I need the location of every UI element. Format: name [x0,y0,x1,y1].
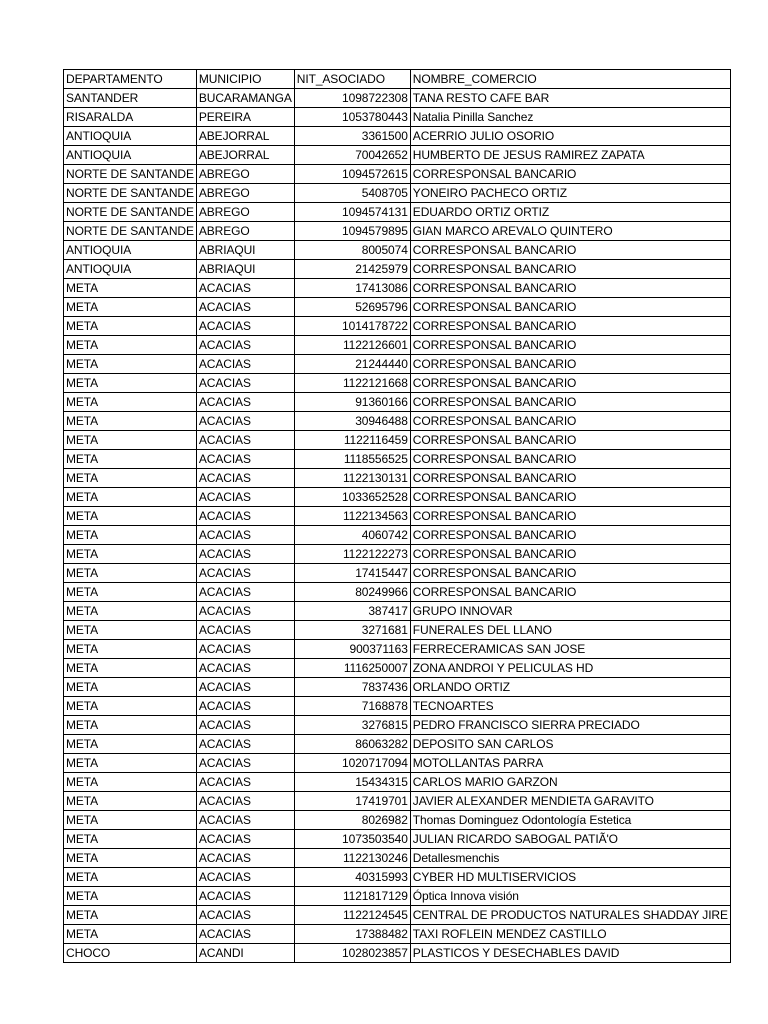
cell-departamento[interactable]: ANTIOQUIA [64,146,197,165]
cell-municipio[interactable]: ACACIAS [196,792,294,811]
cell-departamento[interactable]: NORTE DE SANTANDE [64,222,197,241]
cell-nombre-comercio[interactable]: YONEIRO PACHECO ORTIZ [410,184,730,203]
table-row [64,716,731,735]
cell-municipio[interactable]: ABREGO [196,222,294,241]
cell-departamento[interactable]: ANTIOQUIA [64,241,197,260]
table-row [64,431,731,450]
cell-departamento[interactable]: META [64,545,197,564]
cell-nombre-comercio[interactable]: CORRESPONSAL BANCARIO [410,241,730,260]
cell-municipio[interactable]: ACACIAS [196,735,294,754]
cell-municipio[interactable]: ACANDI [196,944,294,963]
cell-nit-asociado[interactable]: 900371163 [294,640,410,659]
cell-municipio[interactable]: ACACIAS [196,830,294,849]
cell-departamento[interactable]: META [64,906,197,925]
cell-departamento[interactable]: NORTE DE SANTANDE [64,203,197,222]
cell-departamento[interactable]: META [64,374,197,393]
cell-municipio[interactable]: ABREGO [196,203,294,222]
cell-nombre-comercio[interactable]: CORRESPONSAL BANCARIO [410,469,730,488]
cell-departamento[interactable]: META [64,716,197,735]
cell-nombre-comercio[interactable]: CORRESPONSAL BANCARIO [410,355,730,374]
table-row [64,735,731,754]
cell-municipio[interactable]: ACACIAS [196,545,294,564]
cell-municipio[interactable]: ACACIAS [196,279,294,298]
cell-nombre-comercio[interactable]: TECNOARTES [410,697,730,716]
cell-nit-asociado[interactable]: 1098722308 [294,89,410,108]
cell-nit-asociado[interactable]: 3276815 [294,716,410,735]
cell-nit-asociado[interactable]: 86063282 [294,735,410,754]
cell-nombre-comercio[interactable]: MOTOLLANTAS PARRA [410,754,730,773]
cell-nombre-comercio[interactable]: CORRESPONSAL BANCARIO [410,507,730,526]
cell-nombre-comercio[interactable]: CARLOS MARIO GARZON [410,773,730,792]
cell-municipio[interactable]: ACACIAS [196,431,294,450]
table-row [64,127,731,146]
table-row [64,906,731,925]
cell-departamento[interactable]: META [64,659,197,678]
cell-nombre-comercio[interactable]: CORRESPONSAL BANCARIO [410,583,730,602]
cell-nit-asociado[interactable]: 3271681 [294,621,410,640]
cell-nit-asociado[interactable]: 1014178722 [294,317,410,336]
cell-departamento[interactable]: CHOCO [64,944,197,963]
cell-nit-asociado[interactable]: 21425979 [294,260,410,279]
cell-nombre-comercio[interactable]: JULIAN RICARDO SABOGAL PATIÃ'O [410,830,730,849]
cell-nit-asociado[interactable]: 1122126601 [294,336,410,355]
cell-departamento[interactable]: META [64,640,197,659]
cell-municipio[interactable]: ACACIAS [196,507,294,526]
cell-municipio[interactable]: ACACIAS [196,374,294,393]
cell-departamento[interactable]: ANTIOQUIA [64,260,197,279]
cell-nombre-comercio[interactable]: CENTRAL DE PRODUCTOS NATURALES SHADDAY JIRE [410,906,730,925]
spreadsheet-table [63,69,731,963]
cell-nombre-comercio[interactable]: CORRESPONSAL BANCARIO [410,393,730,412]
cell-nit-asociado[interactable]: 1122121668 [294,374,410,393]
table-row [64,887,731,906]
cell-nombre-comercio[interactable]: CYBER HD MULTISERVICIOS [410,868,730,887]
cell-municipio[interactable]: ACACIAS [196,697,294,716]
cell-municipio[interactable]: ACACIAS [196,393,294,412]
table-row [64,773,731,792]
cell-nombre-comercio[interactable]: ORLANDO ORTIZ [410,678,730,697]
cell-municipio[interactable]: BUCARAMANGA [196,89,294,108]
cell-departamento[interactable]: META [64,279,197,298]
cell-nombre-comercio[interactable]: TAXI ROFLEIN MENDEZ CASTILLO [410,925,730,944]
cell-nit-asociado[interactable]: 1033652528 [294,488,410,507]
cell-nombre-comercio[interactable]: CORRESPONSAL BANCARIO [410,374,730,393]
cell-nombre-comercio[interactable]: ACERRIO JULIO OSORIO [410,127,730,146]
table-row [64,89,731,108]
cell-departamento[interactable]: META [64,678,197,697]
cell-municipio[interactable]: ACACIAS [196,583,294,602]
table-row [64,507,731,526]
cell-departamento[interactable]: META [64,317,197,336]
cell-municipio[interactable]: ABEJORRAL [196,127,294,146]
header-municipio[interactable]: MUNICIPIO [196,70,294,89]
cell-nit-asociado[interactable]: 8026982 [294,811,410,830]
cell-nit-asociado[interactable]: 1094574131 [294,203,410,222]
cell-nombre-comercio[interactable]: DEPOSITO SAN CARLOS [410,735,730,754]
cell-departamento[interactable]: META [64,773,197,792]
cell-departamento[interactable]: NORTE DE SANTANDE [64,165,197,184]
cell-nit-asociado[interactable]: 4060742 [294,526,410,545]
cell-nombre-comercio[interactable]: PLASTICOS Y DESECHABLES DAVID [410,944,730,963]
cell-departamento[interactable]: META [64,393,197,412]
cell-nit-asociado[interactable]: 1122124545 [294,906,410,925]
cell-departamento[interactable]: META [64,925,197,944]
cell-municipio[interactable]: ACACIAS [196,906,294,925]
cell-nombre-comercio[interactable]: CORRESPONSAL BANCARIO [410,298,730,317]
cell-departamento[interactable]: META [64,355,197,374]
header-departamento[interactable]: DEPARTAMENTO [64,70,197,89]
cell-nombre-comercio[interactable]: GRUPO INNOVAR [410,602,730,621]
table-row [64,298,731,317]
cell-nit-asociado[interactable]: 1094572615 [294,165,410,184]
cell-municipio[interactable]: ACACIAS [196,640,294,659]
table-row [64,203,731,222]
cell-nit-asociado[interactable]: 1118556525 [294,450,410,469]
cell-nit-asociado[interactable]: 387417 [294,602,410,621]
cell-departamento[interactable]: META [64,792,197,811]
table-row [64,165,731,184]
cell-nombre-comercio[interactable]: CORRESPONSAL BANCARIO [410,526,730,545]
cell-nit-asociado[interactable]: 5408705 [294,184,410,203]
cell-departamento[interactable]: META [64,849,197,868]
table-row [64,697,731,716]
cell-nombre-comercio[interactable]: CORRESPONSAL BANCARIO [410,412,730,431]
cell-municipio[interactable]: ACACIAS [196,773,294,792]
cell-nombre-comercio[interactable]: FUNERALES DEL LLANO [410,621,730,640]
cell-departamento[interactable]: META [64,298,197,317]
cell-municipio[interactable]: ACACIAS [196,849,294,868]
cell-nit-asociado[interactable]: 17388482 [294,925,410,944]
cell-municipio[interactable]: ACACIAS [196,488,294,507]
cell-departamento[interactable]: META [64,754,197,773]
cell-nit-asociado[interactable]: 1094579895 [294,222,410,241]
table-row [64,868,731,887]
cell-nombre-comercio[interactable]: CORRESPONSAL BANCARIO [410,336,730,355]
cell-nombre-comercio[interactable]: CORRESPONSAL BANCARIO [410,450,730,469]
table-row [64,260,731,279]
cell-departamento[interactable]: RISARALDA [64,108,197,127]
cell-nit-asociado[interactable]: 1121817129 [294,887,410,906]
table-row [64,146,731,165]
table-row [64,925,731,944]
table-row [64,450,731,469]
header-row [64,70,731,89]
cell-nit-asociado[interactable]: 1122130131 [294,469,410,488]
cell-nit-asociado[interactable]: 80249966 [294,583,410,602]
cell-nit-asociado[interactable]: 1053780443 [294,108,410,127]
cell-nit-asociado[interactable]: 21244440 [294,355,410,374]
table-row [64,602,731,621]
cell-municipio[interactable]: ACACIAS [196,887,294,906]
cell-nit-asociado[interactable]: 3361500 [294,127,410,146]
table-row [64,317,731,336]
cell-municipio[interactable]: ABRIAQUI [196,260,294,279]
table-row [64,355,731,374]
cell-municipio[interactable]: ABRIAQUI [196,241,294,260]
cell-departamento[interactable]: META [64,564,197,583]
cell-municipio[interactable]: ABREGO [196,184,294,203]
cell-departamento[interactable]: META [64,868,197,887]
header-nit-asociado[interactable]: NIT_ASOCIADO [294,70,410,89]
cell-nit-asociado[interactable]: 8005074 [294,241,410,260]
cell-nombre-comercio[interactable]: EDUARDO ORTIZ ORTIZ [410,203,730,222]
cell-nit-asociado[interactable]: 91360166 [294,393,410,412]
cell-nit-asociado[interactable]: 1028023857 [294,944,410,963]
cell-departamento[interactable]: META [64,583,197,602]
cell-departamento[interactable]: META [64,811,197,830]
cell-nombre-comercio[interactable]: CORRESPONSAL BANCARIO [410,260,730,279]
cell-departamento[interactable]: META [64,526,197,545]
cell-nombre-comercio[interactable]: FERRECERAMICAS SAN JOSE [410,640,730,659]
table-row [64,849,731,868]
cell-municipio[interactable]: ACACIAS [196,678,294,697]
table-row [64,241,731,260]
cell-municipio[interactable]: ACACIAS [196,754,294,773]
table-row [64,412,731,431]
cell-municipio[interactable]: ACACIAS [196,526,294,545]
cell-departamento[interactable]: META [64,469,197,488]
table-row [64,754,731,773]
table-row [64,659,731,678]
cell-municipio[interactable]: ACACIAS [196,298,294,317]
table-row [64,564,731,583]
table-row [64,108,731,127]
cell-nombre-comercio[interactable]: JAVIER ALEXANDER MENDIETA GARAVITO [410,792,730,811]
cell-nombre-comercio[interactable]: GIAN MARCO AREVALO QUINTERO [410,222,730,241]
cell-municipio[interactable]: PEREIRA [196,108,294,127]
cell-nombre-comercio[interactable]: TANA RESTO CAFE BAR [410,89,730,108]
table-row [64,944,731,963]
table-row [64,184,731,203]
cell-departamento[interactable]: META [64,602,197,621]
table-row [64,640,731,659]
cell-departamento[interactable]: META [64,830,197,849]
cell-nombre-comercio[interactable]: CORRESPONSAL BANCARIO [410,165,730,184]
cell-municipio[interactable]: ACACIAS [196,317,294,336]
table-row [64,545,731,564]
cell-departamento[interactable]: ANTIOQUIA [64,127,197,146]
cell-nombre-comercio[interactable]: CORRESPONSAL BANCARIO [410,488,730,507]
cell-nit-asociado[interactable]: 1122130246 [294,849,410,868]
cell-nit-asociado[interactable]: 17413086 [294,279,410,298]
cell-nit-asociado[interactable]: 40315993 [294,868,410,887]
cell-nit-asociado[interactable]: 7837436 [294,678,410,697]
table-row [64,621,731,640]
table-row [64,811,731,830]
cell-nit-asociado[interactable]: 70042652 [294,146,410,165]
table-row [64,792,731,811]
cell-municipio[interactable]: ACACIAS [196,412,294,431]
cell-municipio[interactable]: ACACIAS [196,868,294,887]
cell-municipio[interactable]: ABREGO [196,165,294,184]
cell-nit-asociado[interactable]: 1122116459 [294,431,410,450]
cell-nit-asociado[interactable]: 1073503540 [294,830,410,849]
table-row [64,222,731,241]
cell-municipio[interactable]: ACACIAS [196,659,294,678]
cell-nit-asociado[interactable]: 1116250007 [294,659,410,678]
table-row [64,374,731,393]
cell-nombre-comercio[interactable]: PEDRO FRANCISCO SIERRA PRECIADO [410,716,730,735]
table-body [64,89,731,963]
table-row [64,488,731,507]
cell-municipio[interactable]: ACACIAS [196,621,294,640]
cell-municipio[interactable]: ACACIAS [196,564,294,583]
cell-nombre-comercio[interactable]: CORRESPONSAL BANCARIO [410,564,730,583]
cell-nombre-comercio[interactable]: Natalia Pinilla Sanchez [410,108,730,127]
cell-nit-asociado[interactable]: 1020717094 [294,754,410,773]
cell-nit-asociado[interactable]: 52695796 [294,298,410,317]
cell-departamento[interactable]: META [64,507,197,526]
table-row [64,678,731,697]
cell-municipio[interactable]: ACACIAS [196,355,294,374]
cell-nombre-comercio[interactable]: Óptica Innova visión [410,887,730,906]
cell-nombre-comercio[interactable]: CORRESPONSAL BANCARIO [410,431,730,450]
cell-nit-asociado[interactable]: 15434315 [294,773,410,792]
cell-nit-asociado[interactable]: 30946488 [294,412,410,431]
cell-nit-asociado[interactable]: 1122122273 [294,545,410,564]
cell-departamento[interactable]: NORTE DE SANTANDE [64,184,197,203]
cell-nombre-comercio[interactable]: Detallesmenchis [410,849,730,868]
table-row [64,469,731,488]
header-nombre-comercio[interactable]: NOMBRE_COMERCIO [410,70,730,89]
cell-departamento[interactable]: META [64,735,197,754]
table-row [64,526,731,545]
cell-municipio[interactable]: ACACIAS [196,811,294,830]
cell-departamento[interactable]: META [64,621,197,640]
cell-nit-asociado[interactable]: 17415447 [294,564,410,583]
cell-departamento[interactable]: META [64,450,197,469]
table-row [64,393,731,412]
table-row [64,830,731,849]
cell-departamento[interactable]: META [64,431,197,450]
table-row [64,583,731,602]
cell-nombre-comercio[interactable]: CORRESPONSAL BANCARIO [410,317,730,336]
cell-departamento[interactable]: META [64,412,197,431]
cell-departamento[interactable]: META [64,488,197,507]
cell-municipio[interactable]: ACACIAS [196,602,294,621]
cell-nit-asociado[interactable]: 1122134563 [294,507,410,526]
cell-municipio[interactable]: ABEJORRAL [196,146,294,165]
cell-departamento[interactable]: META [64,697,197,716]
cell-municipio[interactable]: ACACIAS [196,925,294,944]
cell-nombre-comercio[interactable]: ZONA ANDROI Y PELICULAS HD [410,659,730,678]
cell-nit-asociado[interactable]: 17419701 [294,792,410,811]
cell-municipio[interactable]: ACACIAS [196,716,294,735]
cell-departamento[interactable]: META [64,887,197,906]
cell-municipio[interactable]: ACACIAS [196,450,294,469]
cell-nombre-comercio[interactable]: CORRESPONSAL BANCARIO [410,279,730,298]
cell-nombre-comercio[interactable]: Thomas Dominguez Odontología Estetica [410,811,730,830]
cell-nombre-comercio[interactable]: HUMBERTO DE JESUS RAMIREZ ZAPATA [410,146,730,165]
cell-departamento[interactable]: META [64,336,197,355]
cell-departamento[interactable]: SANTANDER [64,89,197,108]
cell-nit-asociado[interactable]: 7168878 [294,697,410,716]
cell-nombre-comercio[interactable]: CORRESPONSAL BANCARIO [410,545,730,564]
table-row [64,279,731,298]
table-row [64,336,731,355]
cell-municipio[interactable]: ACACIAS [196,336,294,355]
cell-municipio[interactable]: ACACIAS [196,469,294,488]
